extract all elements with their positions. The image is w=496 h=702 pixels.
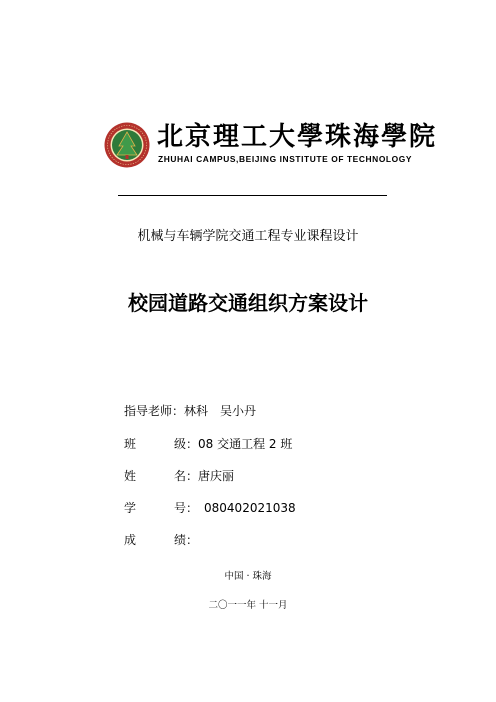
date: 二〇一一年 十一月: [208, 600, 288, 611]
divider-right: [284, 195, 387, 196]
class-value: 08 交通工程 2 班: [198, 437, 293, 451]
university-name: 北京理工大學珠海學院: [157, 122, 438, 152]
divider-left: [118, 195, 180, 196]
advisor-label: 指导老师：: [124, 404, 185, 418]
class-label-1: 班: [124, 437, 137, 451]
info-row-student-id: [124, 500, 296, 516]
name-label-2: 名：: [174, 469, 199, 483]
advisor-value: 林科 吴小丹: [184, 404, 257, 418]
document-title: 校园道路交通组织方案设计: [128, 291, 368, 315]
info-row-name: [124, 468, 234, 484]
divider-middle: [180, 195, 284, 196]
grade-label-1: 成: [124, 533, 137, 547]
info-row-grade: [124, 532, 198, 548]
student-id-label-1: 学: [124, 501, 137, 515]
course-name: 机械与车辆学院交通工程专业课程设计: [137, 229, 359, 244]
university-name-en: ZHUHAI CAMPUS,BEIJING INSTITUTE OF TECHNOLOGY: [158, 154, 413, 164]
info-row-advisor: [124, 403, 256, 419]
grade-label-2: 绩：: [174, 533, 199, 547]
student-id-value: 080402021038: [204, 501, 296, 515]
name-label-1: 姓: [124, 469, 137, 483]
university-seal-icon: [104, 122, 150, 168]
name-value: 唐庆丽: [198, 469, 235, 483]
student-id-label-2: 号：: [174, 501, 199, 515]
info-row-class: [124, 436, 292, 452]
location: 中国 · 珠海: [224, 571, 272, 582]
class-label-2: 级：: [174, 437, 199, 451]
